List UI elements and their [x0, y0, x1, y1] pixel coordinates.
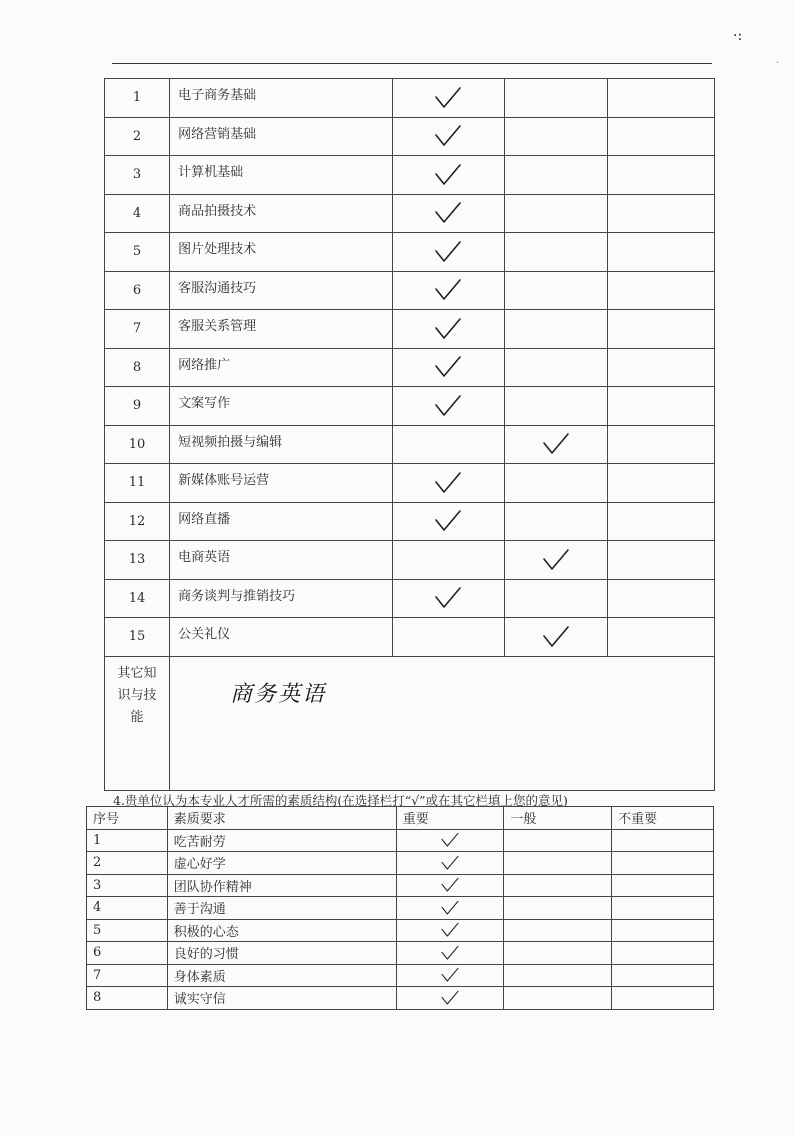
check-mark-icon [433, 162, 463, 188]
quality-seq: 1 [87, 829, 168, 852]
quality-normal-cell[interactable] [504, 874, 612, 897]
quality-requirement: 良好的习惯 [167, 942, 396, 965]
quality-requirement: 吃苦耐劳 [167, 829, 396, 852]
skill-normal-cell[interactable] [504, 464, 608, 503]
skill-num: 12 [105, 502, 170, 541]
skill-important-cell[interactable] [393, 348, 504, 387]
skill-unimportant-cell[interactable] [608, 464, 715, 503]
skill-num: 14 [105, 579, 170, 618]
skill-unimportant-cell[interactable] [608, 618, 715, 657]
check-mark-icon [440, 944, 460, 962]
quality-requirement: 善于沟通 [167, 897, 396, 920]
quality-seq: 8 [87, 987, 168, 1010]
scan-mark: ·: [733, 28, 743, 44]
skill-important-cell[interactable] [393, 541, 504, 580]
check-mark-icon [440, 899, 460, 917]
quality-seq: 7 [87, 964, 168, 987]
skill-num: 3 [105, 156, 170, 195]
other-skills-field[interactable] [170, 656, 715, 790]
skill-important-cell[interactable] [393, 464, 504, 503]
quality-important-cell[interactable] [396, 942, 504, 965]
skill-num: 2 [105, 117, 170, 156]
skill-normal-cell[interactable] [504, 541, 608, 580]
skill-row [105, 117, 715, 156]
quality-normal-cell[interactable] [504, 897, 612, 920]
skill-num: 6 [105, 271, 170, 310]
skill-name: 文案写作 [170, 387, 393, 426]
skill-normal-cell[interactable] [504, 425, 608, 464]
skill-normal-cell[interactable] [504, 348, 608, 387]
skill-row [105, 271, 715, 310]
skill-unimportant-cell[interactable] [608, 348, 715, 387]
check-mark-icon [433, 200, 463, 226]
quality-important-cell[interactable] [396, 919, 504, 942]
skill-row [105, 502, 715, 541]
quality-seq: 2 [87, 852, 168, 875]
skill-name: 网络推广 [170, 348, 393, 387]
quality-seq: 4 [87, 897, 168, 920]
quality-row [87, 942, 714, 965]
skill-important-cell[interactable] [393, 425, 504, 464]
quality-row [87, 964, 714, 987]
skill-num: 4 [105, 194, 170, 233]
skill-row [105, 541, 715, 580]
skill-normal-cell[interactable] [504, 310, 608, 349]
skill-num: 10 [105, 425, 170, 464]
skill-num: 7 [105, 310, 170, 349]
skill-important-cell[interactable] [393, 79, 504, 118]
skill-important-cell[interactable] [393, 233, 504, 272]
skill-num: 11 [105, 464, 170, 503]
quality-normal-cell[interactable] [504, 852, 612, 875]
quality-important-cell[interactable] [396, 964, 504, 987]
quality-normal-cell[interactable] [504, 829, 612, 852]
check-mark-icon [433, 277, 463, 303]
skill-unimportant-cell[interactable] [608, 194, 715, 233]
skill-normal-cell[interactable] [504, 156, 608, 195]
header-rule [112, 63, 712, 64]
quality-seq: 3 [87, 874, 168, 897]
skill-important-cell[interactable] [393, 156, 504, 195]
skill-unimportant-cell[interactable] [608, 579, 715, 618]
check-mark-icon [433, 470, 463, 496]
skill-name: 商品拍摄技术 [170, 194, 393, 233]
skill-unimportant-cell[interactable] [608, 271, 715, 310]
check-mark-icon [440, 854, 460, 872]
check-mark-icon [433, 239, 463, 265]
quality-important-cell[interactable] [396, 829, 504, 852]
skill-normal-cell[interactable] [504, 117, 608, 156]
skill-row [105, 233, 715, 272]
check-mark-icon [541, 431, 571, 457]
quality-requirement: 诚实守信 [167, 987, 396, 1010]
skill-normal-cell[interactable] [504, 387, 608, 426]
header-unimportant: 不重要 [612, 807, 714, 830]
skill-name: 短视频拍摄与编辑 [170, 425, 393, 464]
skill-name: 网络直播 [170, 502, 393, 541]
quality-unimportant-cell[interactable] [612, 987, 714, 1010]
skill-normal-cell[interactable] [504, 194, 608, 233]
skill-important-cell[interactable] [393, 310, 504, 349]
skill-name: 客服关系管理 [170, 310, 393, 349]
skill-unimportant-cell[interactable] [608, 310, 715, 349]
check-mark-icon [440, 831, 460, 849]
quality-seq: 6 [87, 942, 168, 965]
quality-unimportant-cell[interactable] [612, 829, 714, 852]
quality-important-cell[interactable] [396, 874, 504, 897]
quality-requirement: 积极的心态 [167, 919, 396, 942]
quality-header-row [87, 807, 714, 830]
skill-unimportant-cell[interactable] [608, 541, 715, 580]
skill-unimportant-cell[interactable] [608, 156, 715, 195]
skill-row [105, 79, 715, 118]
quality-unimportant-cell[interactable] [612, 874, 714, 897]
skill-normal-cell[interactable] [504, 618, 608, 657]
check-mark-icon [433, 316, 463, 342]
quality-normal-cell[interactable] [504, 942, 612, 965]
check-mark-icon [433, 508, 463, 534]
skill-num: 5 [105, 233, 170, 272]
skill-name: 计算机基础 [170, 156, 393, 195]
skill-important-cell[interactable] [393, 618, 504, 657]
quality-row [87, 919, 714, 942]
skill-important-cell[interactable] [393, 579, 504, 618]
skill-row [105, 618, 715, 657]
check-mark-icon [433, 585, 463, 611]
skill-row [105, 387, 715, 426]
other-skills-row [105, 656, 715, 790]
skill-unimportant-cell[interactable] [608, 233, 715, 272]
quality-normal-cell[interactable] [504, 919, 612, 942]
skill-normal-cell[interactable] [504, 79, 608, 118]
skill-important-cell[interactable] [393, 194, 504, 233]
skill-normal-cell[interactable] [504, 271, 608, 310]
skill-important-cell[interactable] [393, 502, 504, 541]
quality-row [87, 897, 714, 920]
skill-name: 商务谈判与推销技巧 [170, 579, 393, 618]
skill-row [105, 464, 715, 503]
skill-num: 1 [105, 79, 170, 118]
skill-num: 8 [105, 348, 170, 387]
quality-row [87, 987, 714, 1010]
header-requirement: 素质要求 [167, 807, 396, 830]
skill-normal-cell[interactable] [504, 579, 608, 618]
check-mark-icon [433, 354, 463, 380]
quality-row [87, 829, 714, 852]
skill-unimportant-cell[interactable] [608, 425, 715, 464]
check-mark-icon [440, 966, 460, 984]
skill-row [105, 348, 715, 387]
scan-speck: · [776, 58, 780, 69]
quality-requirement: 团队协作精神 [167, 874, 396, 897]
quality-requirement: 身体素质 [167, 964, 396, 987]
other-skills-handwriting: 商务英语 [230, 681, 327, 707]
quality-important-cell[interactable] [396, 852, 504, 875]
check-mark-icon [541, 624, 571, 650]
skill-important-cell[interactable] [393, 271, 504, 310]
skill-name: 公关礼仪 [170, 618, 393, 657]
skill-row [105, 579, 715, 618]
skill-normal-cell[interactable] [504, 502, 608, 541]
skill-num: 9 [105, 387, 170, 426]
quality-important-cell[interactable] [396, 897, 504, 920]
check-mark-icon [440, 989, 460, 1007]
skill-important-cell[interactable] [393, 387, 504, 426]
check-mark-icon [541, 547, 571, 573]
skill-name: 客服沟通技巧 [170, 271, 393, 310]
check-mark-icon [440, 921, 460, 939]
header-seq: 序号 [87, 807, 168, 830]
skill-num: 15 [105, 618, 170, 657]
skill-normal-cell[interactable] [504, 233, 608, 272]
quality-unimportant-cell[interactable] [612, 942, 714, 965]
skill-important-cell[interactable] [393, 117, 504, 156]
check-mark-icon [433, 85, 463, 111]
skill-unimportant-cell[interactable] [608, 502, 715, 541]
check-mark-icon [433, 123, 463, 149]
quality-unimportant-cell[interactable] [612, 964, 714, 987]
skill-unimportant-cell[interactable] [608, 117, 715, 156]
skill-name: 电商英语 [170, 541, 393, 580]
quality-row [87, 852, 714, 875]
skill-row [105, 194, 715, 233]
skill-unimportant-cell[interactable] [608, 79, 715, 118]
check-mark-icon [440, 876, 460, 894]
skill-row [105, 310, 715, 349]
header-important: 重要 [396, 807, 504, 830]
quality-row [87, 874, 714, 897]
quality-normal-cell[interactable] [504, 987, 612, 1010]
quality-unimportant-cell[interactable] [612, 852, 714, 875]
quality-unimportant-cell[interactable] [612, 919, 714, 942]
quality-requirement: 虚心好学 [167, 852, 396, 875]
skills-table [104, 78, 715, 791]
question-4: 4.贵单位认为本专业人才所需的素质结构(在选择栏打“√”或在其它栏填上您的意见) [113, 793, 568, 808]
check-mark-icon [433, 393, 463, 419]
quality-important-cell[interactable] [396, 987, 504, 1010]
skill-name: 新媒体账号运营 [170, 464, 393, 503]
skill-num: 13 [105, 541, 170, 580]
quality-unimportant-cell[interactable] [612, 897, 714, 920]
quality-normal-cell[interactable] [504, 964, 612, 987]
header-normal: 一般 [504, 807, 612, 830]
skill-name: 网络营销基础 [170, 117, 393, 156]
skill-name: 图片处理技术 [170, 233, 393, 272]
skill-row [105, 425, 715, 464]
skill-row [105, 156, 715, 195]
skill-name: 电子商务基础 [170, 79, 393, 118]
other-skills-label: 其它知 识与技 能 [105, 656, 170, 790]
quality-table [86, 806, 714, 1010]
quality-seq: 5 [87, 919, 168, 942]
skill-unimportant-cell[interactable] [608, 387, 715, 426]
